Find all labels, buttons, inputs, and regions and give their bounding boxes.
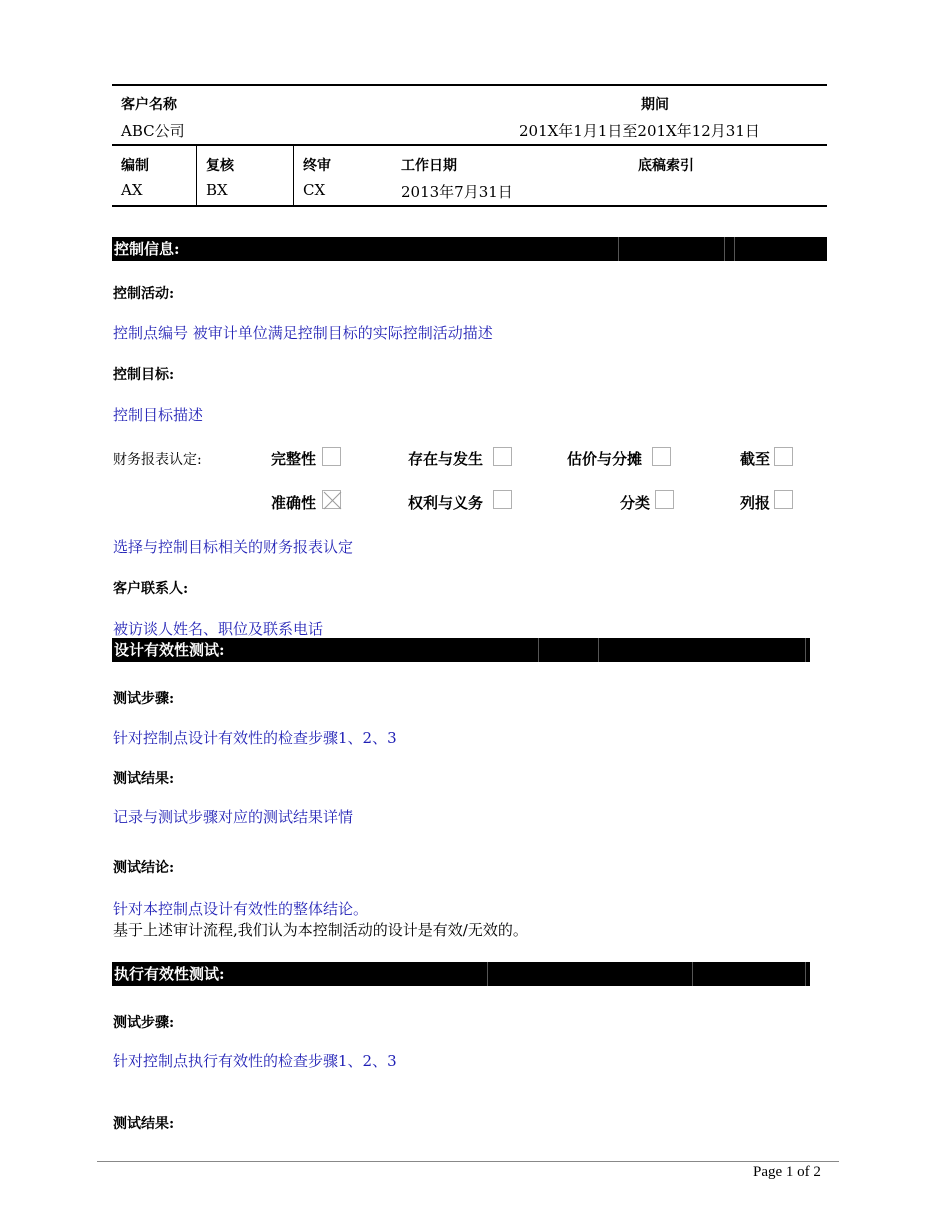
control-activity-text: 控制点编号 被审计单位满足控制目标的实际控制活动描述 [113, 324, 493, 342]
design-conclusion-text: 针对本控制点设计有效性的整体结论。 [113, 900, 369, 918]
operating-steps-text: 针对控制点执行有效性的检查步骤1、2、3 [113, 1052, 397, 1070]
working-paper-index-label: 底稿索引 [638, 158, 694, 174]
operating-test-heading-bar [112, 962, 810, 986]
control-info-heading: 控制信息: [114, 240, 180, 258]
work-date-value: 2013年7月31日 [401, 183, 513, 201]
heading-bar-divider [538, 638, 539, 662]
assertion-existence-checkbox[interactable] [493, 447, 512, 466]
footer-rule [97, 1161, 839, 1162]
heading-bar-divider [805, 962, 806, 986]
heading-bar-divider [692, 962, 693, 986]
assertion-cutoff-label: 截至 [740, 450, 771, 468]
control-objective-label: 控制目标: [113, 367, 175, 383]
header-bottom-rule [112, 205, 827, 207]
assertion-cutoff-checkbox[interactable] [774, 447, 793, 466]
client-contact-label: 客户联系人: [113, 581, 189, 597]
control-objective-text: 控制目标描述 [113, 406, 204, 424]
header-divider-1 [196, 146, 197, 206]
heading-bar-divider [618, 237, 619, 261]
prepared-label: 编制 [121, 158, 149, 174]
control-info-heading-bar [112, 237, 827, 261]
assertion-valuation-label: 估价与分摊 [567, 450, 643, 468]
header-divider-2 [293, 146, 294, 206]
assertion-rights-checkbox[interactable] [493, 490, 512, 509]
assertion-classification-checkbox[interactable] [655, 490, 674, 509]
work-date-label: 工作日期 [401, 158, 457, 174]
control-activity-label: 控制活动: [113, 286, 175, 302]
assertion-existence-label: 存在与发生 [408, 450, 484, 468]
design-steps-label: 测试步骤: [113, 691, 175, 707]
reviewed-label: 复核 [206, 158, 234, 174]
assertion-completeness-checkbox[interactable] [322, 447, 341, 466]
assertion-presentation-checkbox[interactable] [774, 490, 793, 509]
client-contact-text: 被访谈人姓名、职位及联系电话 [113, 620, 324, 638]
design-results-text: 记录与测试步骤对应的测试结果详情 [113, 808, 354, 826]
design-results-label: 测试结果: [113, 771, 175, 787]
assertion-accuracy-checkbox[interactable] [322, 490, 341, 509]
operating-results-label: 测试结果: [113, 1116, 175, 1132]
prepared-value: AX [121, 181, 143, 199]
design-conclusion-statement: 基于上述审计流程,我们认为本控制活动的设计是有效/无效的。 [113, 921, 528, 939]
heading-bar-divider [598, 638, 599, 662]
design-test-heading-bar [112, 638, 810, 662]
operating-test-heading: 执行有效性测试: [114, 965, 225, 983]
heading-bar-divider [487, 962, 488, 986]
assertion-hint-text: 选择与控制目标相关的财务报表认定 [113, 538, 354, 556]
assertion-accuracy-label: 准确性 [271, 494, 317, 512]
assertion-classification-label: 分类 [620, 494, 651, 512]
assertion-presentation-label: 列报 [740, 494, 771, 512]
reviewed-value: BX [206, 181, 228, 199]
fs-assertion-label: 财务报表认定: [113, 452, 202, 468]
checkbox-cross-icon [323, 491, 342, 510]
final-review-value: CX [303, 181, 326, 199]
assertion-completeness-label: 完整性 [271, 450, 317, 468]
header-top-rule [112, 84, 827, 86]
assertion-valuation-checkbox[interactable] [652, 447, 671, 466]
period-label: 期间 [641, 97, 669, 113]
page-number: Page 1 of 2 [753, 1164, 821, 1180]
heading-bar-divider [734, 237, 735, 261]
heading-bar-divider [805, 638, 806, 662]
final-review-label: 终审 [303, 158, 331, 174]
period-value: 201X年1月1日至201X年12月31日 [519, 122, 760, 140]
operating-steps-label: 测试步骤: [113, 1015, 175, 1031]
design-steps-text: 针对控制点设计有效性的检查步骤1、2、3 [113, 729, 397, 747]
assertion-rights-label: 权利与义务 [408, 494, 484, 512]
client-label: 客户名称 [121, 97, 177, 113]
heading-bar-divider [724, 237, 725, 261]
design-conclusion-label: 测试结论: [113, 860, 175, 876]
client-value: ABC公司 [121, 122, 185, 140]
design-test-heading: 设计有效性测试: [114, 641, 225, 659]
header-mid-rule [112, 144, 827, 146]
